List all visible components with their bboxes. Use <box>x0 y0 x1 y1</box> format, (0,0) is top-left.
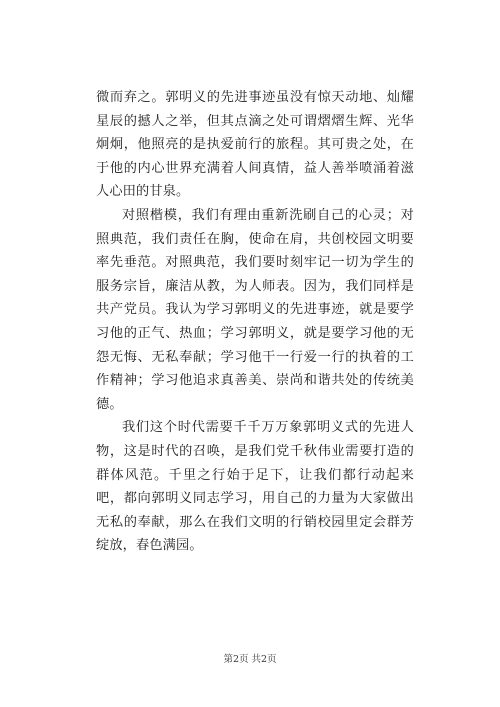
paragraph-1: 微而弃之。郭明义的先进事迹虽没有惊天动地、灿耀星辰的撼人之举，但其点滴之处可谓熠熠生辉、光华炯炯，他照亮的是执爱前行的旅程。其可贵之处，在于他的内心世界充满着人间真情，益人善举喷涌着滋人心田的甘泉。 <box>96 90 414 200</box>
paragraph-2: 对照楷模，我们有理由重新洗刷自己的心灵；对照典范，我们责任在胸，使命在肩，共创校园文明要率先垂范。对照典范，我们要时刻牢记一切为学生的服务宗旨，廉洁从教，为人师表。因为，我们同样是共产党员。我认为学习郭明义的先进事迹，就是要学习他的正气、热血；学习郭明义，就是要学习他的无怨无悔、无私奉献；学习他干一行爱一行的执着的工作精神；学习他追求真善美、崇尚和谐共处的传统美德。 <box>96 207 414 412</box>
paragraph-3: 我们这个时代需要千千万万象郭明义式的先进人物，这是时代的召唤，是我们党千秋伟业需要打造的群体风范。千里之行始于足下，让我们都行动起来吧，都向郭明义同志学习，用自己的力量为大家做出无私的奉献，那么在我们文明的行销校园里定会群芳绽放，春色满园。 <box>96 420 414 554</box>
document-body <box>96 86 414 558</box>
page-number-footer: 第2页 共2页 <box>223 654 277 665</box>
